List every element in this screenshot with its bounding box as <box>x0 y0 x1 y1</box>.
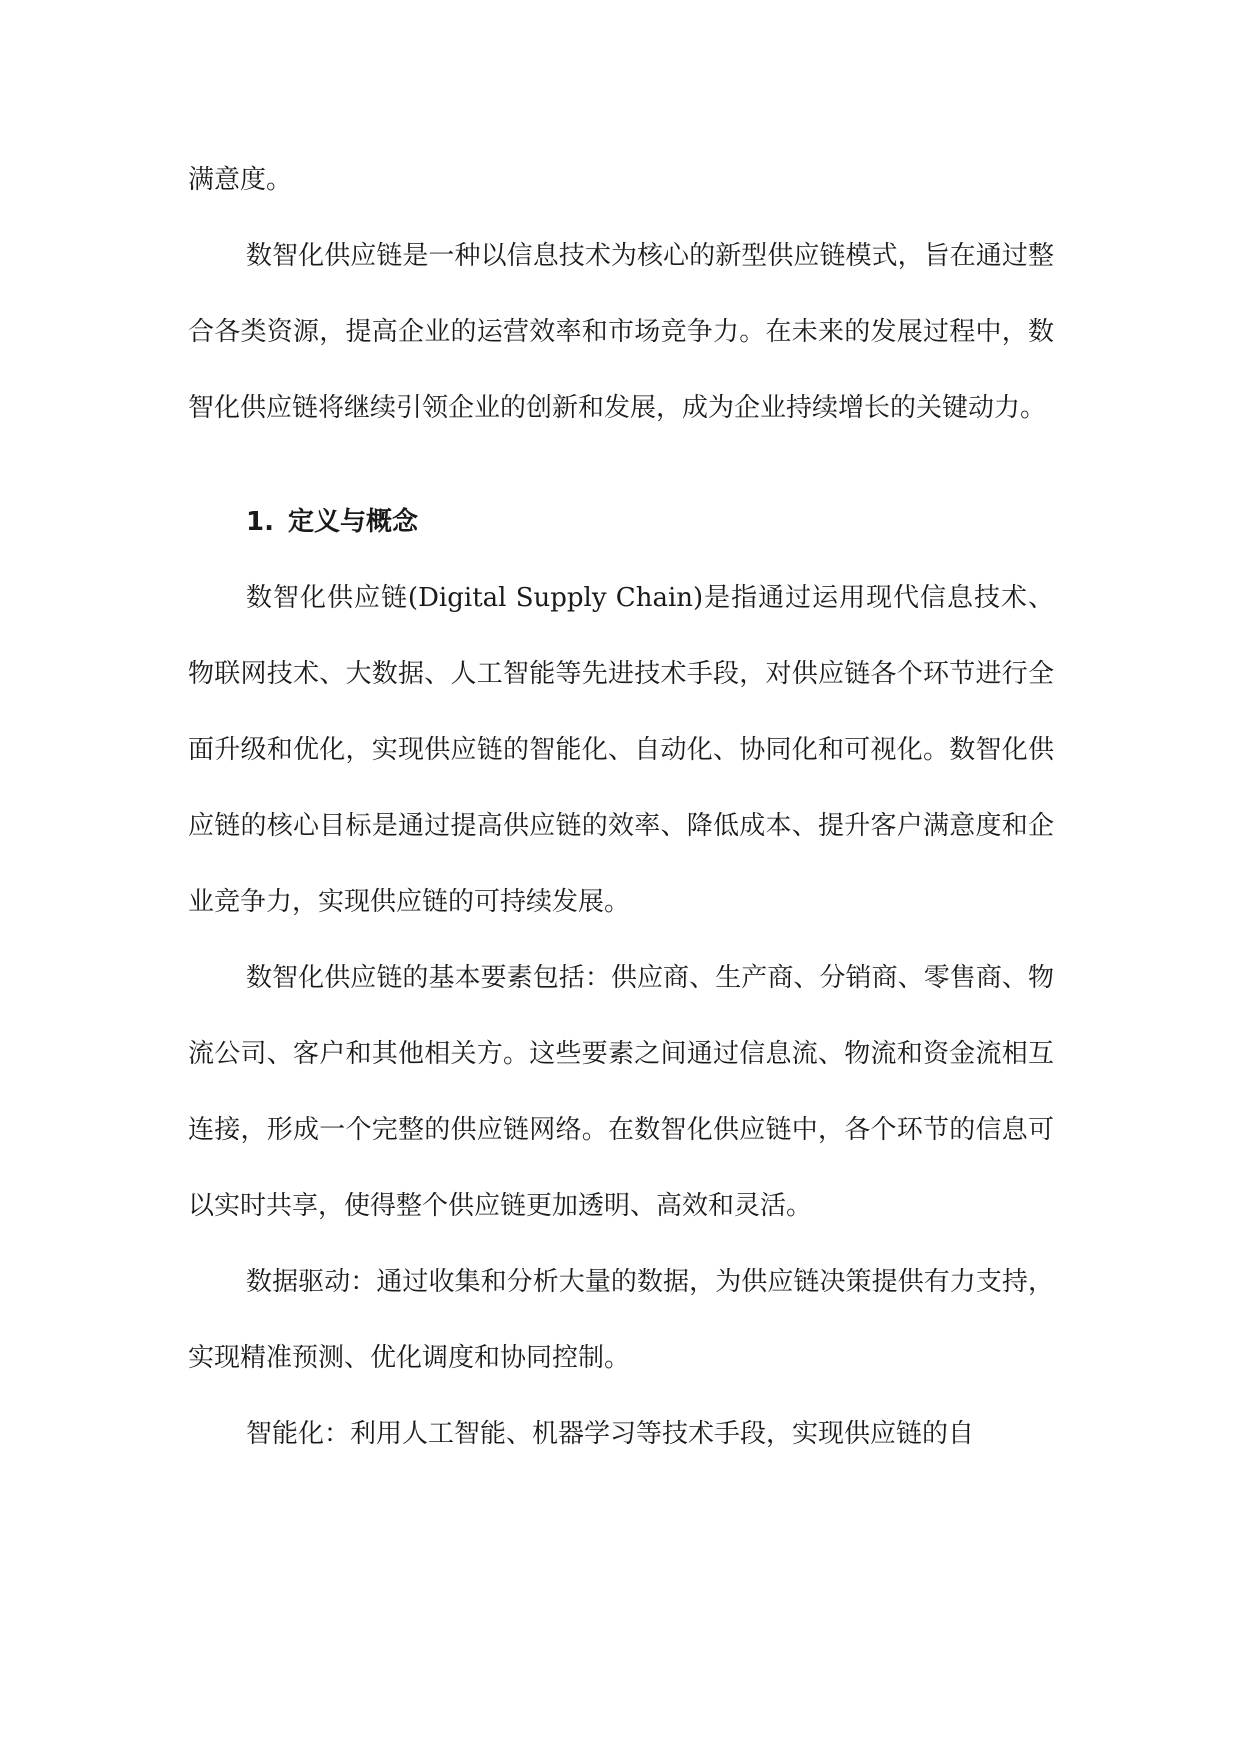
section-heading <box>188 484 1054 560</box>
paragraph-intro-summary: 数智化供应链是一种以信息技术为核心的新型供应链模式，旨在通过整合各类资源，提高企业的运营效率和市场竞争力。在未来的发展过程中，数智化供应链将继续引领企业的创新和发展，成为企业持续增长的关键动力。 <box>188 241 1054 423</box>
paragraph-data-driven: 数据驱动：通过收集和分析大量的数据，为供应链决策提供有力支持，实现精准预测、优化调度和协同控制。 <box>188 1267 1054 1373</box>
paragraph-basic-elements: 数智化供应链的基本要素包括：供应商、生产商、分销商、零售商、物流公司、客户和其他相关方。这些要素之间通过信息流、物流和资金流相互连接，形成一个完整的供应链网络。在数智化供应链中，各个环节的信息可以实时共享，使得整个供应链更加透明、高效和灵活。 <box>188 963 1054 1221</box>
paragraph-definition: 数智化供应链(Digital Supply Chain)是指通过运用现代信息技术、物联网技术、大数据、人工智能等先进技术手段，对供应链各个环节进行全面升级和优化，实现供应链的智能化、自动化、协同化和可视化。数智化供应链的核心目标是通过提高供应链的效率、降低成本、提升客户满意度和企业竞争力，实现供应链的可持续发展。 <box>188 583 1054 917</box>
section-heading-text: 定义与概念 <box>287 507 418 537</box>
document-body <box>188 142 1054 1472</box>
paragraph-continuation: 满意度。 <box>188 165 293 195</box>
paragraph-intelligent: 智能化：利用人工智能、机器学习等技术手段，实现供应链的自 <box>246 1419 975 1449</box>
section-heading-number: 1. <box>246 507 274 537</box>
